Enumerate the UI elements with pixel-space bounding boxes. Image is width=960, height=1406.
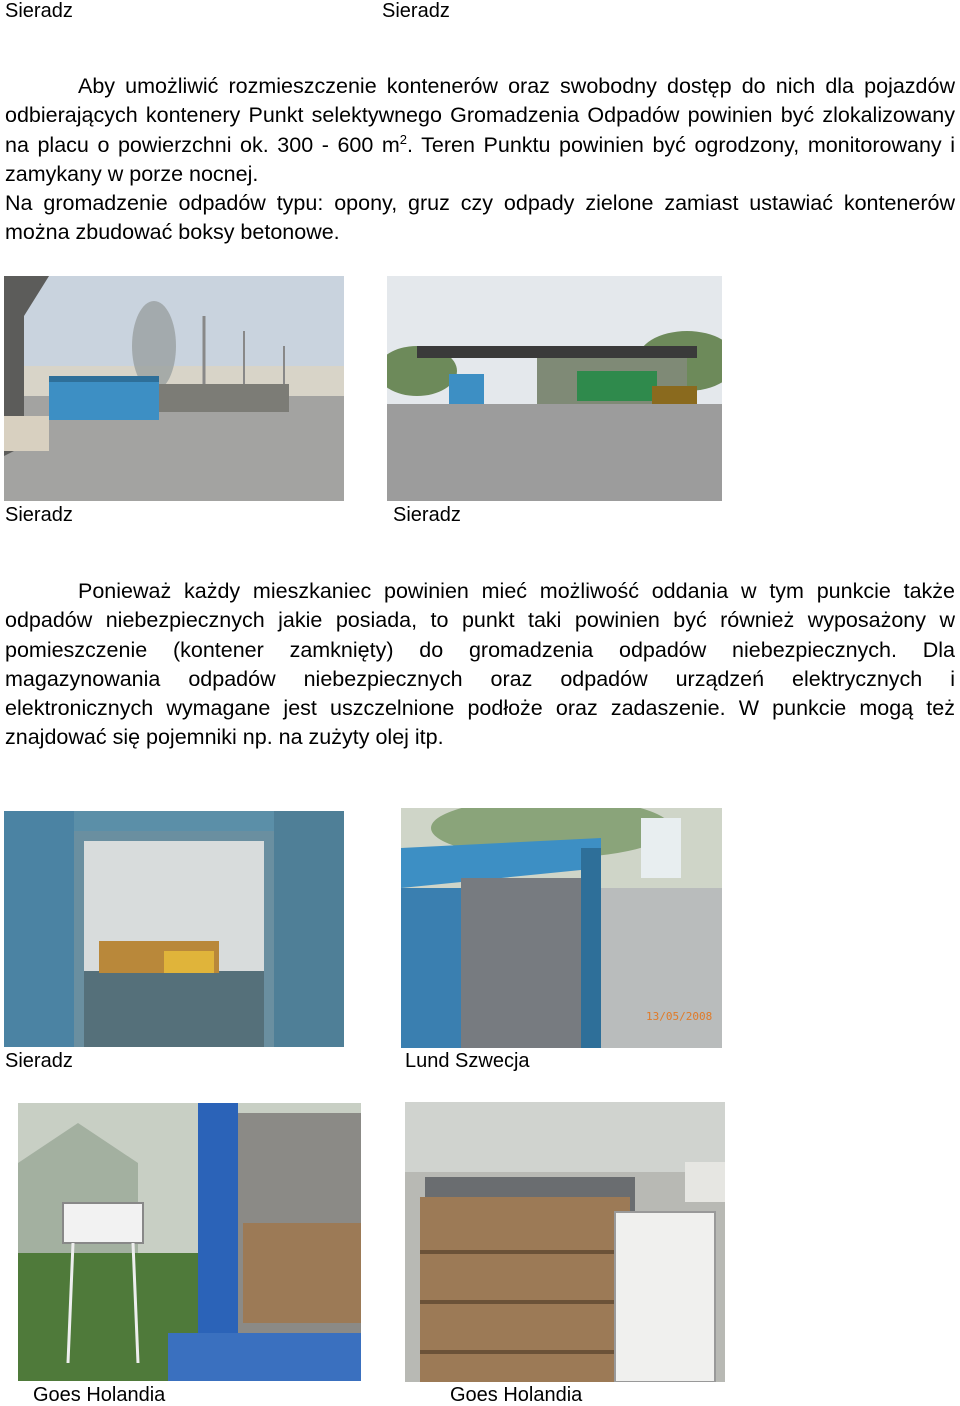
photo-caption-goes-1: Goes Holandia [33,1384,166,1406]
photo-sieradz-containers-yard [4,276,344,501]
top-caption-left: Sieradz [5,0,73,22]
top-caption-right: Sieradz [382,0,450,22]
photo-caption-sieradz-3: Sieradz [5,1050,73,1072]
paragraph-location [5,72,955,248]
paragraph-location-text-end: . Teren Punktu powinien być ogrodzony, monitorowany i zamykany w porze nocnej. [5,132,955,186]
photo-caption-sieradz-1: Sieradz [5,504,73,526]
photo-lund-weee-container [401,808,722,1048]
photo-sieradz-covered-bays [387,276,722,501]
paragraph-location-second: Na gromadzenie odpadów typu: opony, gruz czy odpady zielone zamiast ustawiać kontenerów można zbudować boksy betonowe. [5,191,955,245]
superscript-2: 2 [399,131,408,147]
photo-sieradz-hazardous-container [4,811,344,1047]
photo-date-stamp: 13/05/2008 [646,1010,713,1023]
paragraph-location-text: Aby umożliwić rozmieszczenie kontenerów oraz swobodny dostęp do nich dla pojazdów odbierających kontenery Punkt selektywnego Gromadzenia Odpadów powinien być zlokalizowany na placu o powierzchni ok. 300 - 600 m [5,74,955,157]
photo-caption-lund: Lund Szwecja [405,1050,530,1072]
photo-goes-wooden-crates [405,1102,725,1382]
photo-caption-goes-2: Goes Holandia [450,1384,583,1406]
paragraph-location-first [5,72,955,189]
paragraph-hazardous-waste-text: Ponieważ każdy mieszkaniec powinien mieć możliwość oddania w tym punkcie także odpadów niebezpiecznych jakie posiada, to punkt taki powinien być również wyposażony w pomieszczenie (kontener zamknięty) do gromadzenia odpadów niebezpiecznych. Dla magazynowania odpadów niebezpiecznych oraz odpadów urządzeń elektrycznych i elektronicznych wymagane jest uszczelnione podłoże oraz zadaszenie. W punkcie mogą też znajdować się pojemniki np. na zużyty olej itp. [5,579,955,750]
photo-caption-sieradz-2: Sieradz [393,504,461,526]
paragraph-hazardous-waste [5,577,955,753]
photo-goes-blue-container [18,1103,361,1381]
